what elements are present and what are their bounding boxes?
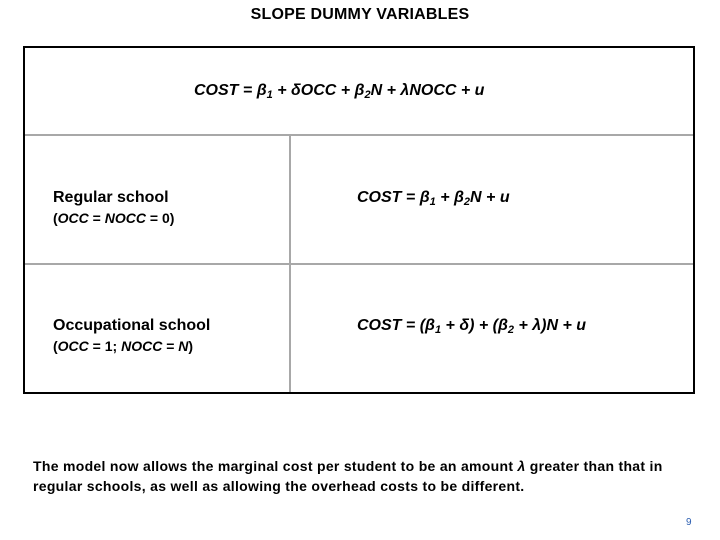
delta-symbol: δ (290, 82, 301, 99)
regular-school-equation (357, 189, 510, 207)
column-divider (289, 136, 291, 392)
page-number: 9 (686, 517, 692, 528)
occupational-school-condition (53, 338, 193, 354)
eq-lhs: COST (194, 82, 239, 99)
eq-lhs: COST (357, 189, 402, 206)
note-text: The model now allows the marginal cost per student to be an amount (33, 458, 518, 474)
cond-var-n: N (178, 338, 189, 354)
eq-equals: = (238, 82, 257, 99)
cond-text: ( (53, 210, 58, 226)
eq-term: + (272, 82, 291, 99)
row-divider-top (25, 134, 693, 136)
main-equation (194, 82, 484, 100)
eq-term: )N + u (541, 317, 587, 334)
subscript-2: 2 (507, 324, 515, 336)
eq-term: ) + ( (469, 317, 498, 334)
occupational-school-equation (357, 317, 586, 335)
cond-text: = (88, 210, 105, 226)
delta-symbol: δ (459, 317, 470, 334)
regular-school-label: Regular school (53, 189, 169, 206)
beta-symbol: β (425, 317, 435, 334)
eq-term: NOCC + u (409, 82, 485, 99)
row-divider-middle (25, 263, 693, 265)
lambda-symbol: λ (532, 317, 542, 334)
eq-term: N + (370, 82, 401, 99)
beta-symbol: β (256, 82, 267, 99)
subscript-1: 1 (429, 196, 436, 208)
cond-text: = 0) (146, 210, 175, 226)
regular-school-condition (53, 210, 174, 226)
eq-equals: = ( (401, 317, 426, 334)
beta-symbol: β (453, 189, 464, 206)
cond-var-occ: OCC (57, 338, 89, 354)
eq-term: + (441, 317, 460, 334)
cond-var-nocc: NOCC (121, 338, 163, 354)
cond-text: ( (53, 338, 58, 354)
cond-text: = (162, 338, 179, 354)
subscript-2: 2 (463, 196, 471, 208)
eq-lhs: COST (357, 317, 402, 334)
explanation-note (33, 456, 693, 496)
subscript-2: 2 (364, 89, 371, 101)
occupational-school-label: Occupational school (53, 317, 211, 334)
beta-symbol: β (354, 82, 365, 99)
slide-title: SLOPE DUMMY VARIABLES (250, 6, 470, 23)
cond-text: = 1; (88, 338, 122, 354)
cond-var-occ: OCC (57, 210, 89, 226)
lambda-symbol: λ (517, 458, 526, 474)
eq-term: + (435, 189, 454, 206)
eq-equals: = (401, 189, 420, 206)
beta-symbol: β (419, 189, 430, 206)
beta-symbol: β (497, 317, 508, 334)
lambda-symbol: λ (400, 82, 410, 99)
subscript-1: 1 (266, 89, 273, 101)
note-text: greater than that in regular schools, as well as allowing the overhead costs to be different. (33, 458, 663, 494)
subscript-1: 1 (434, 324, 442, 336)
eq-term: N + u (470, 189, 510, 206)
cond-var-nocc: NOCC (104, 210, 146, 226)
cond-text: ) (188, 338, 194, 354)
eq-term: + (514, 317, 533, 334)
eq-term: OCC + (300, 82, 355, 99)
